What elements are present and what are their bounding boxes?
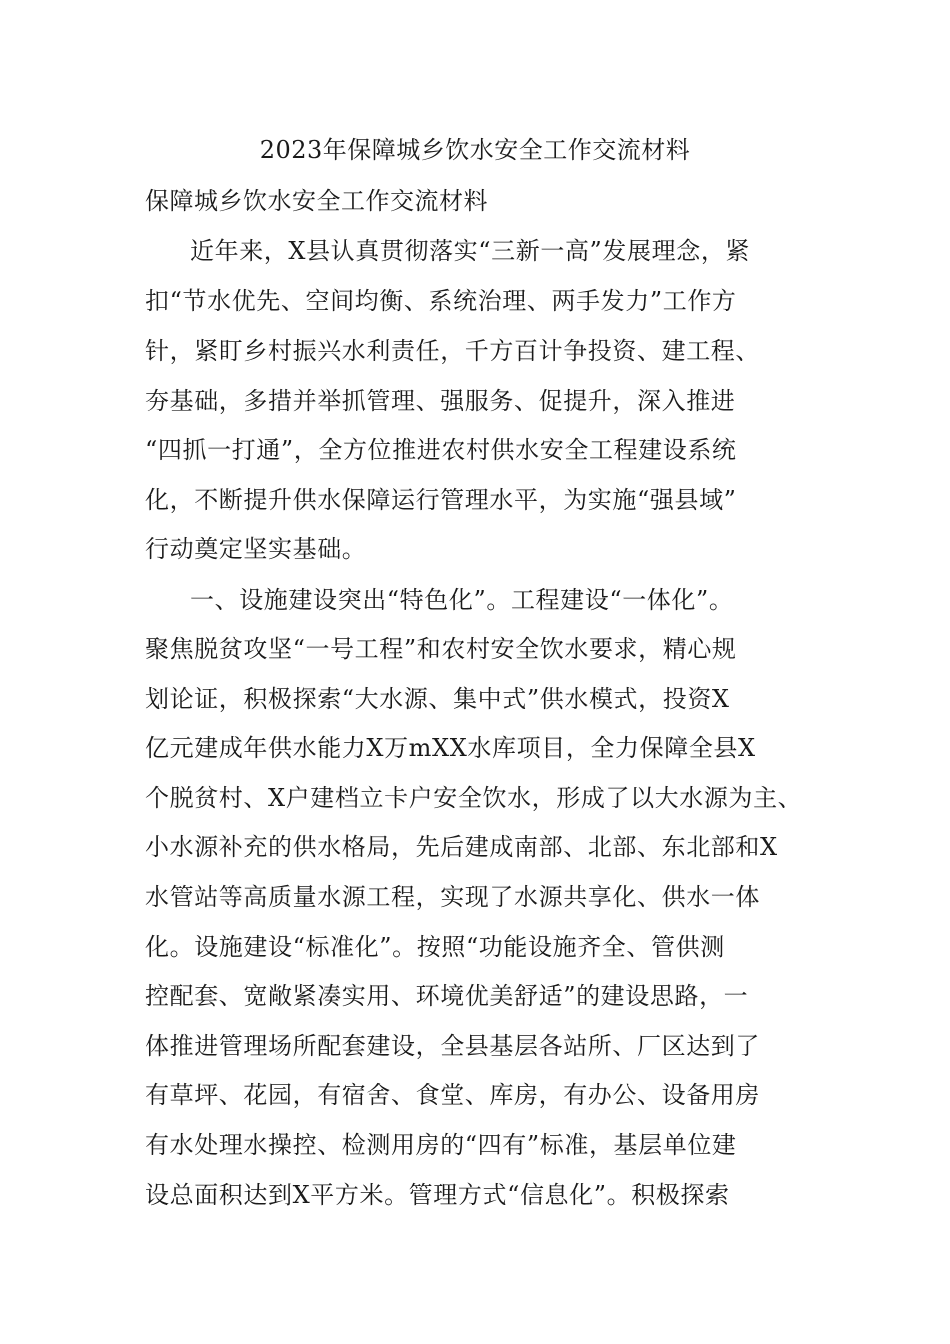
paragraph-2-line: 一、设施建设突出“特色化”。工程建设“一体化”。 [190,586,734,614]
document-title: 2023年保障城乡饮水安全工作交流材料 [259,136,691,164]
paragraph-2-line: 体推进管理场所配套建设，全县基层各站所、厂区达到了 [145,1032,760,1060]
paragraph-2-line: 划论证，积极探索“大水源、集中式”供水模式，投资X [145,685,730,713]
paragraph-2-line: 聚焦脱贫攻坚“一号工程”和农村安全饮水要求，精心规 [145,635,737,663]
paragraph-2-line: 水管站等高质量水源工程，实现了水源共享化、供水一体 [145,883,760,911]
document-subtitle: 保障城乡饮水安全工作交流材料 [145,187,488,215]
paragraph-2-line: 设总面积达到X平方米。管理方式“信息化”。积极探索 [145,1181,730,1209]
paragraph-1-line: 近年来，X县认真贯彻落实“三新一高”发展理念，紧 [190,237,751,265]
paragraph-2-line: 亿元建成年供水能力X万mXX水库项目，全力保障全县X [145,734,756,762]
paragraph-1-line: 夯基础，多措并举抓管理、强服务、促提升，深入推进 [145,387,736,415]
paragraph-1-line: 扣“节水优先、空间均衡、系统治理、两手发力”工作方 [145,287,737,315]
paragraph-2-line: 控配套、宽敞紧凑实用、环境优美舒适”的建设思路，一 [145,982,749,1010]
paragraph-1-line: “四抓一打通”，全方位推进农村供水安全工程建设系统 [145,436,737,464]
paragraph-1-line: 针，紧盯乡村振兴水利责任，千方百计争投资、建工程、 [145,337,760,365]
paragraph-2-line: 化。设施建设“标准化”。按照“功能设施齐全、管供测 [145,933,725,961]
paragraph-2-line: 有水处理水操控、检测用房的“四有”标准，基层单位建 [145,1131,737,1159]
paragraph-2-line: 有草坪、花园，有宿舍、食堂、库房，有办公、设备用房 [145,1081,760,1109]
paragraph-2-line: 小水源补充的供水格局，先后建成南部、北部、东北部和X [145,833,778,861]
paragraph-2-line: 个脱贫村、X户建档立卡户安全饮水，形成了以大水源为主、 [145,784,803,812]
paragraph-1-line: 化，不断提升供水保障运行管理水平，为实施“强县域” [145,486,737,514]
paragraph-1-line: 行动奠定坚实基础。 [145,535,367,563]
